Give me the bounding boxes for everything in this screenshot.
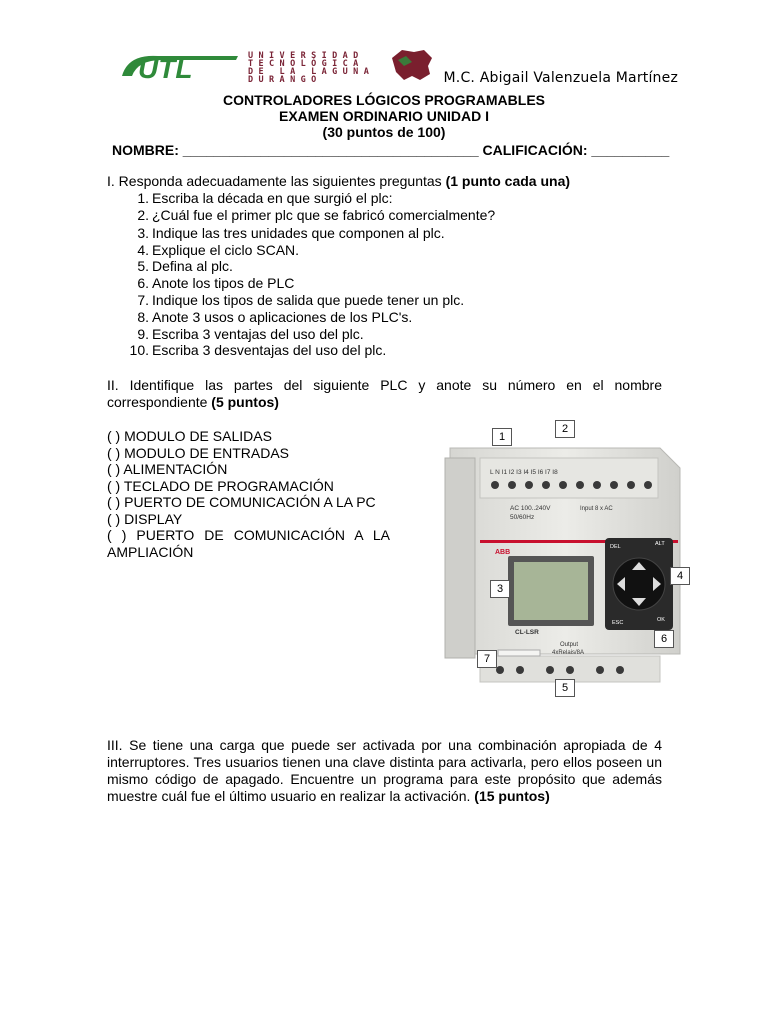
university-line: TECNOLÓGICA: [248, 59, 364, 69]
list-item: 4. Explique el ciclo SCAN.: [137, 241, 300, 258]
part-label-5: 5: [555, 679, 575, 697]
exam-title: EXAMEN ORDINARIO UNIDAD I: [278, 108, 489, 124]
list-item: ( ) DISPLAY: [107, 510, 183, 527]
svg-text:AC 100..240V: AC 100..240V: [510, 505, 551, 512]
svg-text:CL-LSR: CL-LSR: [515, 629, 539, 636]
part-label-2: 2: [555, 420, 575, 438]
list-item: 10. Escriba 3 desventajas del uso del plc.: [129, 342, 387, 359]
section-1-heading: I. Responda adecuadamente las siguientes preguntas (1 punto cada una): [107, 173, 571, 189]
svg-text:ABB: ABB: [495, 549, 511, 556]
part-label-4: 4: [670, 567, 690, 585]
list-item: 5. Defina al plc.: [137, 258, 233, 275]
svg-text:ESC: ESC: [612, 620, 624, 626]
list-item: 9. Escriba 3 ventajas del uso del plc.: [137, 325, 364, 342]
list-item: 3. Indique las tres unidades que componen al plc.: [137, 224, 445, 241]
part-label-1: 1: [492, 428, 512, 446]
part-label-6: 6: [654, 630, 674, 648]
svg-text:Input 8 x AC: Input 8 x AC: [580, 506, 613, 512]
university-line: UNIVERSIDAD: [248, 51, 364, 61]
part-label-7: 7: [477, 650, 497, 668]
list-item: 7. Indique los tipos de salida que puede tener un plc.: [137, 291, 465, 308]
svg-text:UTL: UTL: [138, 53, 193, 84]
university-line: DURANGO: [248, 75, 322, 85]
utl-logo-icon: [118, 46, 248, 86]
university-logo: [118, 46, 438, 86]
exam-points: (30 puntos de 100): [322, 124, 446, 140]
exam-course-title: CONTROLADORES LÓGICOS PROGRAMABLES: [222, 92, 545, 108]
list-item: ( ) PUERTO DE COMUNICACIÓN A LA PC: [107, 494, 376, 510]
list-item: 2. ¿Cuál fue el primer plc que se fabricó comercialmente?: [137, 206, 496, 223]
svg-text:50/60Hz: 50/60Hz: [510, 514, 535, 521]
list-item: ( ) TECLADO DE PROGRAMACIÓN: [107, 477, 334, 494]
list-item: ( ) ALIMENTACIÓN: [107, 461, 228, 477]
part-label-3: 3: [490, 580, 510, 598]
svg-text:DEL: DEL: [610, 544, 621, 550]
durango-map-icon: [390, 48, 434, 82]
section-2-heading: II. Identifique las partes del siguiente PLC y anote su número en el nombre correspondiente (5 puntos): [107, 377, 662, 410]
list-item: 8. Anote 3 usos o aplicaciones de los PLC's.: [137, 308, 413, 325]
list-item: ( ) MODULO DE SALIDAS: [107, 428, 272, 444]
list-item: 6. Anote los tipos de PLC: [137, 275, 295, 292]
svg-text:4xRelais/8A: 4xRelais/8A: [552, 650, 585, 656]
svg-text:OK: OK: [657, 617, 665, 623]
parts-options-list: [107, 428, 390, 560]
list-item: 1. Escriba la década en que surgió el plc:: [137, 190, 393, 206]
list-item: ( ) MODULO DE ENTRADAS: [107, 444, 290, 461]
section-3-text: III. Se tiene una carga que puede ser activada por una combinación apropiada de 4 interruptores. Tres usuarios tienen una clave distinta para activarla, pero ellos poseen un mismo código de apagado. Encuentre un programa para este propósito que además muestre cuál fue el último usuario en realizar la activación. (15 puntos): [107, 737, 662, 804]
svg-text:L N I1 I2 I3 I4 I5 I6 I7 I8: L N I1 I2 I3 I4 I5 I6 I7 I8: [490, 469, 558, 476]
list-item: ( ) PUERTO DE COMUNICACIÓN A LA: [107, 527, 390, 543]
name-grade-line: NOMBRE: ______________________________________ CALIFICACIÓN: __________: [112, 142, 670, 158]
author-name: M.C. Abigail Valenzuela Martínez: [443, 70, 678, 86]
list-item: AMPLIACIÓN: [107, 543, 194, 560]
svg-text:ALT: ALT: [655, 541, 665, 547]
university-line: DE LA LAGUNA: [248, 67, 375, 77]
plc-figure: [440, 418, 690, 700]
svg-text:Output: Output: [560, 642, 579, 648]
section-1-questions: [107, 190, 495, 359]
